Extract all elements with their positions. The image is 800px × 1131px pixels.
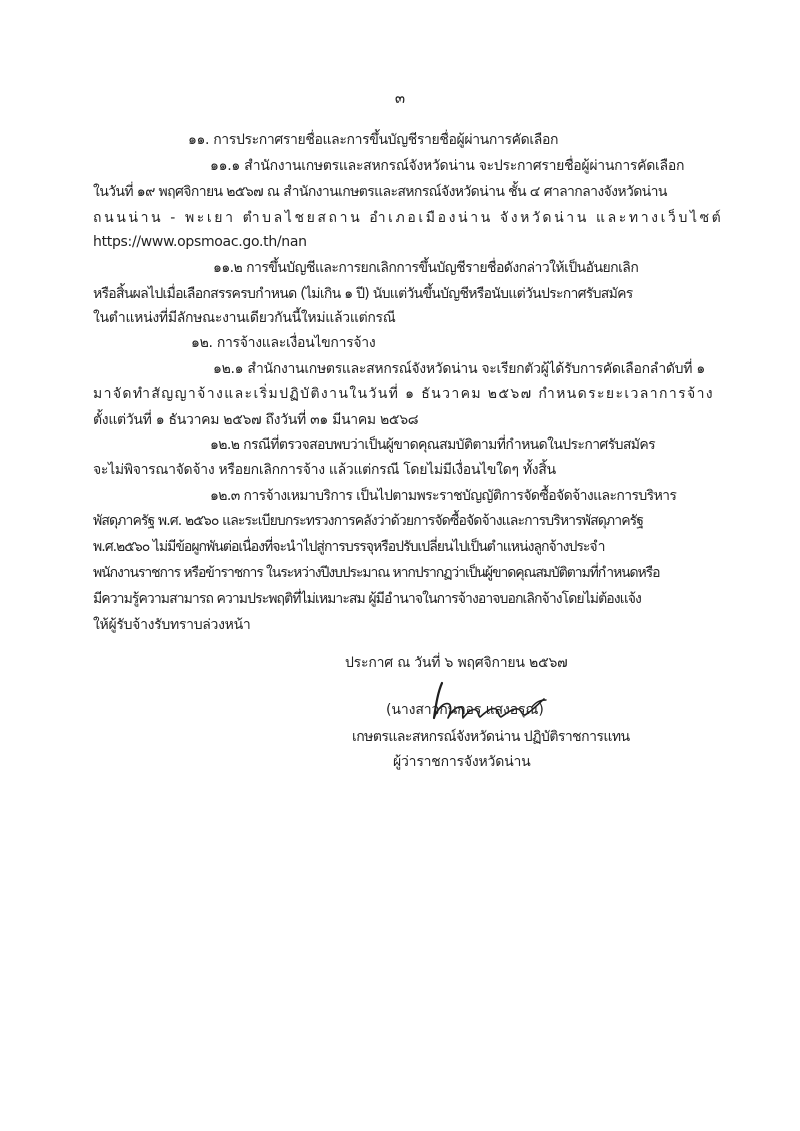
paragraph-line: ถนนน่าน - พะเยา ตำบลไชยสถาน อำเภอเมืองน่าน จังหวัดน่าน และทางเว็บไซต์ [93,210,724,226]
announcement-date: ประกาศ ณ วันที่ ๖ พฤศจิกายน ๒๕๖๗ [345,655,568,671]
paragraph-line: ๑๒.๓ การจ้างเหมาบริการ เป็นไปตามพระราชบัญญัติการจัดซื้อจัดจ้างและการบริหาร [210,488,677,504]
section-11-heading: ๑๑. การประกาศรายชื่อและการขึ้นบัญชีรายชื่อผู้ผ่านการคัดเลือก [188,132,559,148]
paragraph-line: ตั้งแต่วันที่ ๑ ธันวาคม ๒๕๖๗ ถึงวันที่ ๓๑ มีนาคม ๒๕๖๘ [93,412,419,428]
paragraph-line: มีความรู้ความสามารถ ความประพฤติที่ไม่เหมาะสม ผู้มีอำนาจในการจ้างอาจบอกเลิกจ้างโดยไม่ต้องแจ้ง [93,591,641,607]
paragraph-line: ให้ผู้รับจ้างรับทราบล่วงหน้า [93,617,251,633]
paragraph-line: พนักงานราชการ หรือข้าราชการ ในระหว่างปีงบประมาณ หากปรากฏว่าเป็นผู้ขาดคุณสมบัติตามที่กำหนดหรือ [93,565,660,581]
page-number: ๓ [394,89,406,107]
paragraph-line: ๑๒.๑ สำนักงานเกษตรและสหกรณ์จังหวัดน่าน จะเรียกตัวผู้ได้รับการคัดเลือกลำดับที่ ๑ [213,361,705,377]
paragraph-line: ๑๒.๒ กรณีที่ตรวจสอบพบว่าเป็นผู้ขาดคุณสมบัติตามที่กำหนดในประกาศรับสมัคร [210,437,656,453]
paragraph-line: พ.ศ.๒๕๖๐ ไม่มีข้อผูกพันต่อเนื่องที่จะนำไปสู่การบรรจุหรือปรับเปลี่ยนไปเป็นตำแหน่งลูกจ้างประจำ [93,539,605,555]
paragraph-line: ๑๑.๒ การขึ้นบัญชีและการยกเลิกการขึ้นบัญชีรายชื่อดังกล่าวให้เป็นอันยกเลิก [213,260,639,276]
signatory-position: เกษตรและสหกรณ์จังหวัดน่าน ปฏิบัติราชการแทน [352,729,630,745]
paragraph-line: จะไม่พิจารณาจัดจ้าง หรือยกเลิกการจ้าง แล้วแต่กรณี โดยไม่มีเงื่อนไขใดๆ ทั้งสิ้น [93,462,556,478]
paragraph-line: ๑๑.๑ สำนักงานเกษตรและสหกรณ์จังหวัดน่าน จะประกาศรายชื่อผู้ผ่านการคัดเลือก [210,158,685,174]
paragraph-line: ในวันที่ ๑๙ พฤศจิกายน ๒๕๖๗ ณ สำนักงานเกษตรและสหกรณ์จังหวัดน่าน ชั้น ๔ ศาลากลางจังหวัดน่าน [93,184,667,200]
section-12-heading: ๑๒. การจ้างและเงื่อนไขการจ้าง [191,335,376,351]
paragraph-line: พัสดุภาครัฐ พ.ศ. ๒๕๖๐ และระเบียบกระทรวงการคลังว่าด้วยการจัดซื้อจัดจ้างและการบริหารพัสดุภาครัฐ [93,513,644,529]
signatory-on-behalf: ผู้ว่าราชการจังหวัดน่าน [393,754,531,770]
paragraph-line: หรือสิ้นผลไปเมื่อเลือกสรรครบกำหนด (ไม่เกิน ๑ ปี) นับแต่วันขึ้นบัญชีหรือนับแต่วันประกาศรับสมัคร [93,286,633,302]
signatory-name: (นางสาวกนกอร แสงอรุณ) [386,702,544,718]
website-url: https://www.opsmoac.go.th/nan [93,234,307,250]
paragraph-line: ในตำแหน่งที่มีลักษณะงานเดียวกันนี้ใหม่แล้วแต่กรณี [93,310,396,326]
paragraph-line: มาจัดทำสัญญาจ้างและเริ่มปฏิบัติงานในวันที่ ๑ ธันวาคม ๒๕๖๗ กำหนดระยะเวลาการจ้าง [93,386,715,402]
